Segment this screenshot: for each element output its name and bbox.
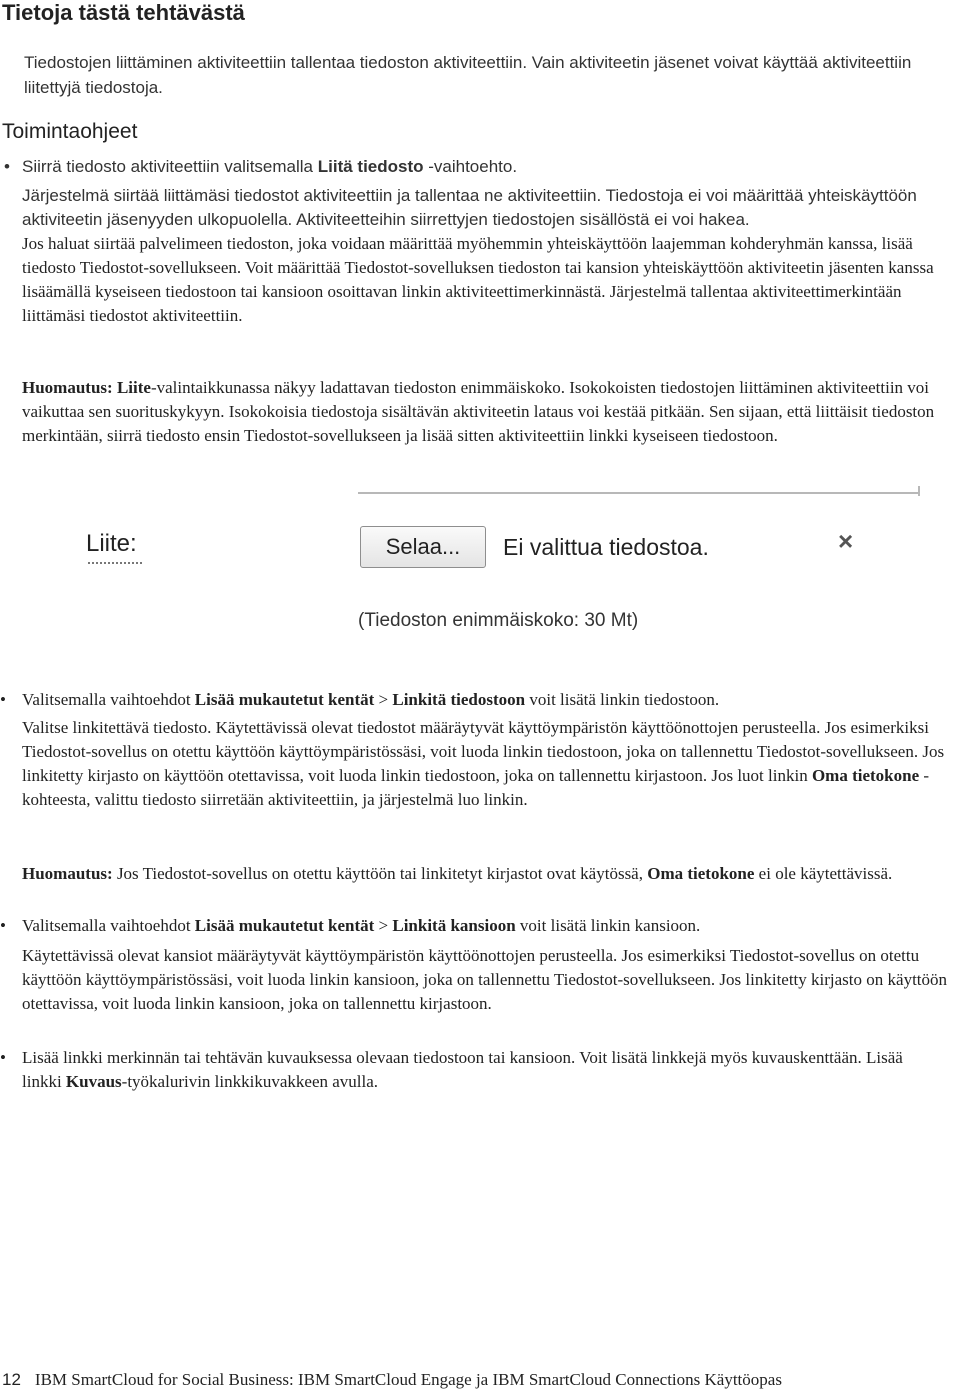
note-label: Huomautus: bbox=[22, 378, 113, 397]
note-label: Huomautus: bbox=[22, 864, 113, 883]
intro-paragraph: Tiedostojen liittäminen aktiviteettiin tallentaa tiedoston aktiviteettiin. Vain aktiviteetin jäsenet voivat käyttää aktiviteettiin liitettyjä tiedostoja. bbox=[24, 53, 912, 97]
bullet-dot: • bbox=[0, 916, 6, 935]
browse-button[interactable]: Selaa... bbox=[360, 526, 486, 568]
note-my-computer: Huomautus: Jos Tiedostot-sovellus on otettu käyttöön tai linkitetyt kirjastot ovat käytössä, Oma tietokone ei ole käytettävissä. bbox=[22, 864, 893, 883]
step-text: Valitsemalla vaihtoehdot Lisää mukautetut kentät > Linkitä kansioon voit lisätä linkin kansioon. bbox=[22, 916, 701, 935]
bullet-dot: • bbox=[0, 690, 6, 709]
step-add-link-description bbox=[0, 1046, 950, 1091]
attachment-dialog-screenshot bbox=[80, 482, 940, 652]
section-title: Tietoja tästä tehtävästä bbox=[2, 0, 245, 25]
book-title: IBM SmartCloud for Social Business: IBM SmartCloud Engage ja IBM SmartCloud Connections Käyttöopas bbox=[34, 1370, 782, 1389]
page-number: 12 bbox=[2, 1370, 21, 1389]
instructions-heading: Toimintaohjeet bbox=[2, 120, 138, 143]
divider-line bbox=[358, 492, 920, 494]
ui-term-attachment: Liite bbox=[116, 378, 151, 397]
step-text: Valitsemalla vaihtoehdot Lisää mukautetut kentät > Linkitä tiedostoon voit lisätä linkin tiedostoon. bbox=[22, 690, 720, 709]
page-footer bbox=[2, 1370, 782, 1390]
label-underline bbox=[88, 562, 142, 564]
note-max-size: Huomautus: Liite-valintaikkunassa näkyy ladattavan tiedoston enimmäiskoko. Isokokoisten tiedostojen liittäminen aktiviteettiin voi vaikuttaa sen suorituskykyyn. Isokokoisia tiedostoja sisältävän aktiviteetin lataus voi kestää pitkään. Sen sijaan, että liittäisit tiedoston merkintään, siirrä tiedosto ensin Tiedostot-sovellukseen ja lisää sitten aktiviteettiin linkki kyseiseen tiedostoon. bbox=[22, 378, 935, 445]
close-icon[interactable]: × bbox=[838, 526, 854, 556]
step-link-folder bbox=[0, 914, 950, 938]
step-attach-file-explanation: Järjestelmä siirtää liittämäsi tiedostot aktiviteettiin ja tallentaa ne aktiviteettiin. Tiedostoja ei voi määrittää yhteiskäyttöön aktiviteetin jäsenyyden ulkopuolella. Aktiviteetteihin siirrettyjen tiedostojen sisällöstä ei voi hakea. bbox=[22, 186, 917, 229]
bullet-dot: • bbox=[0, 1048, 6, 1067]
no-file-selected-text: Ei valittua tiedostoa. bbox=[503, 534, 709, 560]
divider-line-end bbox=[918, 486, 920, 496]
attachment-label: Liite: bbox=[86, 530, 137, 557]
max-size-text: (Tiedoston enimmäiskoko: 30 Mt) bbox=[358, 610, 639, 631]
ui-term-attach-file: Liitä tiedosto bbox=[317, 157, 424, 176]
step-attach-file-details: Jos haluat siirtää palvelimeen tiedoston, joka voidaan määrittää myöhemmin yhteiskäyttöön laajemman kohderyhmän kanssa, lisää tiedosto Tiedostot-sovellukseen. Voit määrittää Tiedostot-sovelluksen tiedoston tai kansion yhteiskäyttöön aktiviteetin jäsenten kanssa lisäämällä kyseiseen tiedostoon tai kansioon osoittavan linkin aktiviteettimerkinnästä. Järjestelmä tallentaa aktiviteettimerkintään liittämäsi tiedostot aktiviteettiin. bbox=[22, 234, 934, 325]
step-link-file-details: Valitse linkitettävä tiedosto. Käytettävissä olevat tiedostot määräytyvät käyttöympäristön käyttöönottojen perusteella. Jos esimerkiksi Tiedostot-sovellus on otettu käyttöön käyttöympäristössäsi, voit luoda linkin tiedostoon, joka on tallennettu Tiedostot-sovellukseen. Jos linkitetty kirjasto on käyttöön otettavissa, voit luoda linkin tiedostoon, joka on tallennettu kirjastoon. Jos luot linkin Oma tietokone -kohteesta, valittu tiedosto siirretään aktiviteettiin, ja järjestelmä luo linkin. bbox=[22, 718, 945, 809]
step-link-folder-details: Käytettävissä olevat kansiot määräytyvät käyttöympäristön käyttöönottojen perusteella. Jos esimerkiksi Tiedostot-sovellus on otettu käyttöön käyttöympäristössäsi, voit luoda linkin kansioon, joka on tallennettu Tiedostot-sovellukseen. Jos linkitetty kirjasto on käyttöön otettavissa, voit luoda linkin kansioon, joka on tallennettu kirjastoon. bbox=[22, 946, 948, 1013]
bullet-dot: • bbox=[4, 157, 10, 176]
step-link-file bbox=[0, 688, 950, 712]
step-text: Lisää linkki merkinnän tai tehtävän kuvauksessa olevaan tiedostoon tai kansioon. Voit lisätä linkkejä myös kuvauskenttään. Lisää linkki Kuvaus-työkalurivin linkkikuvakkeen avulla. bbox=[22, 1048, 903, 1091]
step-text: Siirrä tiedosto aktiviteettiin valitsemalla Liitä tiedosto -vaihtoehto. bbox=[22, 157, 518, 176]
